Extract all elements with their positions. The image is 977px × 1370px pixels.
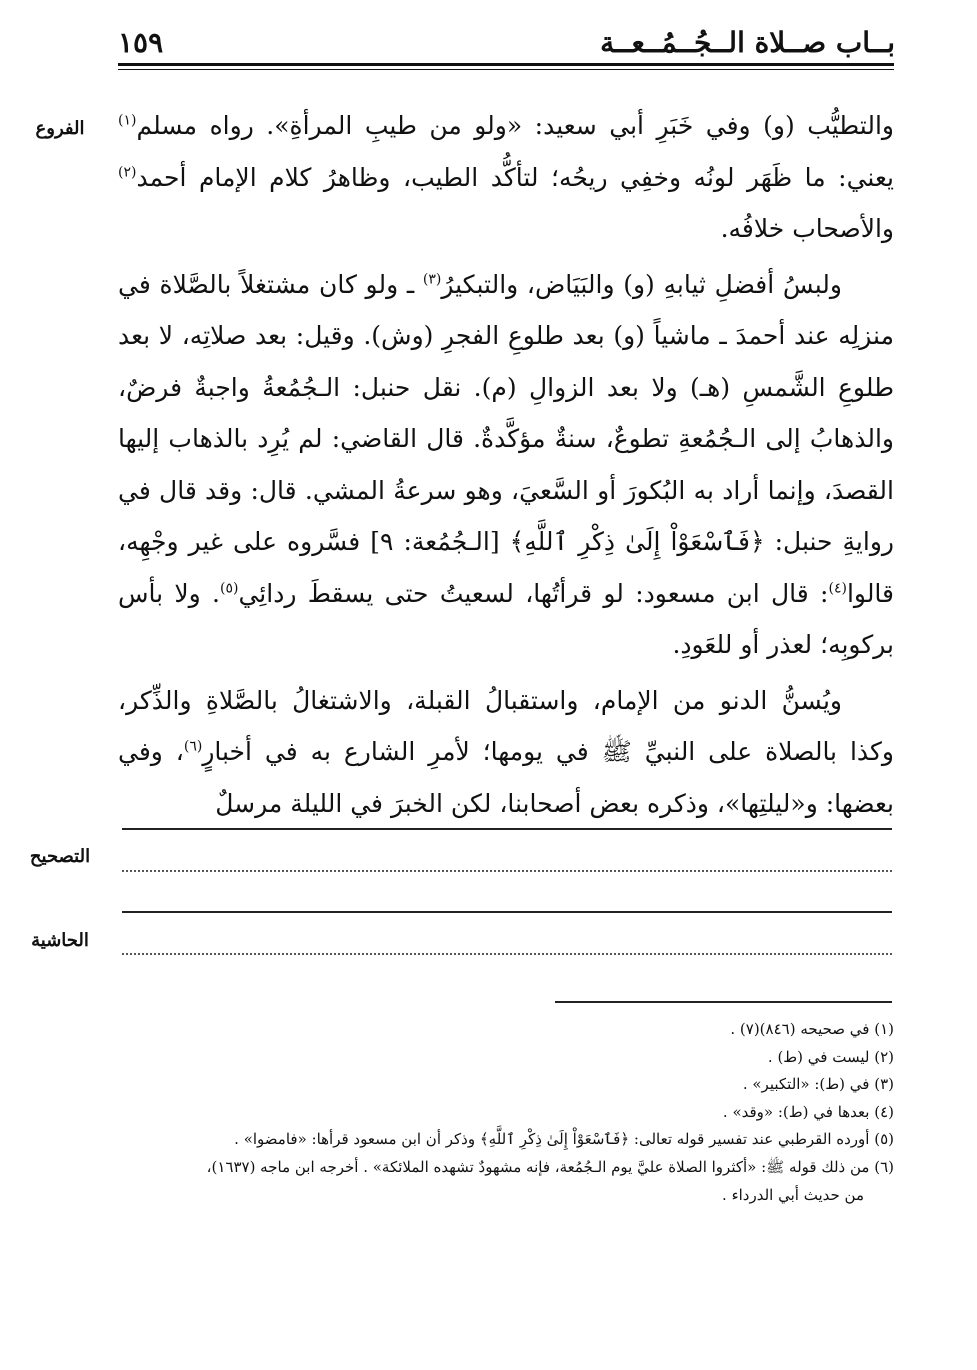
text-run: والتطيُّب (و) وفي خَبَرِ أبي سعيد: «ولو من طيبِ المرأةِ». رواه مسلم bbox=[136, 111, 894, 140]
footnote: (٤) بعدها في (ط): «وقد» . bbox=[722, 1102, 894, 1121]
footnote: (١) في صحيحه (٨٤٦)(٧) . bbox=[730, 1020, 894, 1038]
header-rule-thick bbox=[118, 63, 894, 66]
text-run: : قال ابن مسعود: لو قرأتُها، لسعيتُ حتى يسقطَ ردائِي bbox=[238, 578, 829, 608]
margin-label-furu: الفروع bbox=[35, 118, 85, 139]
footnote: (٣) في (ط): «التكبير» . bbox=[742, 1075, 894, 1094]
text-run: ـ ولو كان مشتغلاً بالصَّلاة في منزلِه عند أحمدَ ـ ماشياً (و) بعد طلوعِ الفجرِ (وش). وقيل: بعد صلاتِه، لا بعد طلوعِ الشَّمسِ (هـ) ولا بعد الزوالِ (م). نقل حنبل: الـجُمُعةُ واجبةٌ فرضٌ، والذهابُ إلى الـجُمُعةِ تطوعٌ، سنةٌ مؤكَّدةٌ. قال القاضي: لم يُرِد بالذهاب إليها القصدَ، وإنما أراد به البُكورَ أو السَّعيَ، وهو سرعةُ المشي. قال: وقد قال في روايةِ حنبل: ﴿فَٱسْعَوْاْ إِلَىٰ ذِكْرِ ٱللَّهِ﴾ [الـجُمُعة: ٩] فسَّروه على غير وجْهِه، قالوا bbox=[118, 269, 894, 608]
margin-label-tashih: التصحيح bbox=[29, 846, 91, 867]
tashih-box-top-rule bbox=[122, 828, 892, 830]
footnote-marker: (٥) bbox=[220, 580, 239, 597]
margin-label-hashiya: الحاشية bbox=[31, 930, 89, 951]
footnote-separator bbox=[555, 1001, 892, 1003]
hashiya-box-top-rule bbox=[122, 911, 892, 913]
footnote-marker: (١) bbox=[118, 112, 137, 129]
footnote-marker: (٣) bbox=[422, 271, 442, 288]
footnote: (٦) من ذلك قوله ﷺ: «أكثروا الصلاة عليَّ يوم الـجُمُعة، فإنه مشهودٌ تشهده الملائكة» . أخرجه ابن ماجه (١٦٣٧)، bbox=[206, 1157, 894, 1176]
footnote-marker: (٤) bbox=[828, 580, 847, 597]
text-run: ولبسُ أفضلِ ثيابهِ (و) والبَيَاض، والتبكيرُ bbox=[441, 269, 842, 299]
page-number: ١٥٩ bbox=[118, 26, 164, 59]
running-header-title: بــاب صــلاة الــجُــمُــعــة bbox=[600, 26, 895, 59]
paragraph bbox=[118, 259, 894, 671]
paragraph bbox=[118, 675, 894, 830]
footnotes bbox=[110, 1016, 894, 1209]
paragraph bbox=[118, 100, 894, 255]
footnote-continuation: من حديث أبي الدرداء . bbox=[722, 1185, 864, 1204]
footnote-marker: (٦) bbox=[183, 738, 203, 755]
header-rule-thin bbox=[118, 69, 894, 70]
text-run: ويُسنُّ الدنو من الإمام، واستقبالُ القبلة، والاشتغالُ بالصَّلاةِ والذِّكر، وكذا بالصلاة على النبيِّ ﷺ في يومها؛ لأمرِ الشارع به في أخبارٍ bbox=[118, 685, 894, 766]
text-run: والأصحاب خلافُه. bbox=[720, 214, 894, 243]
tashih-dotted-line bbox=[122, 870, 892, 872]
text-run: . ولا بأس بركوبِه؛ لعذر أو للعَودِ. bbox=[118, 578, 894, 659]
main-text bbox=[118, 100, 894, 829]
text-run: ، وفي بعضها: و«ليلتِها»، وذكره بعض أصحابنا، لكن الخبرَ في الليلة مرسلٌ bbox=[118, 737, 894, 818]
footnote-marker: (٢) bbox=[118, 164, 137, 181]
text-run: يعني: ما ظَهَر لونُه وخفِي ريحُه؛ لتأكُّد الطيب، وظاهرُ كلام الإمام أحمد bbox=[136, 162, 894, 192]
hashiya-dotted-line bbox=[122, 953, 892, 955]
footnote: (٥) أورده القرطبي عند تفسير قوله تعالى: ﴿فَٱسْعَوْاْ إِلَىٰ ذِكْرِ ٱللَّهِ﴾ وذكر أن ابن مسعود قرأها: «فامضوا» . bbox=[234, 1130, 894, 1149]
footnote: (٢) ليست في (ط) . bbox=[767, 1047, 894, 1066]
